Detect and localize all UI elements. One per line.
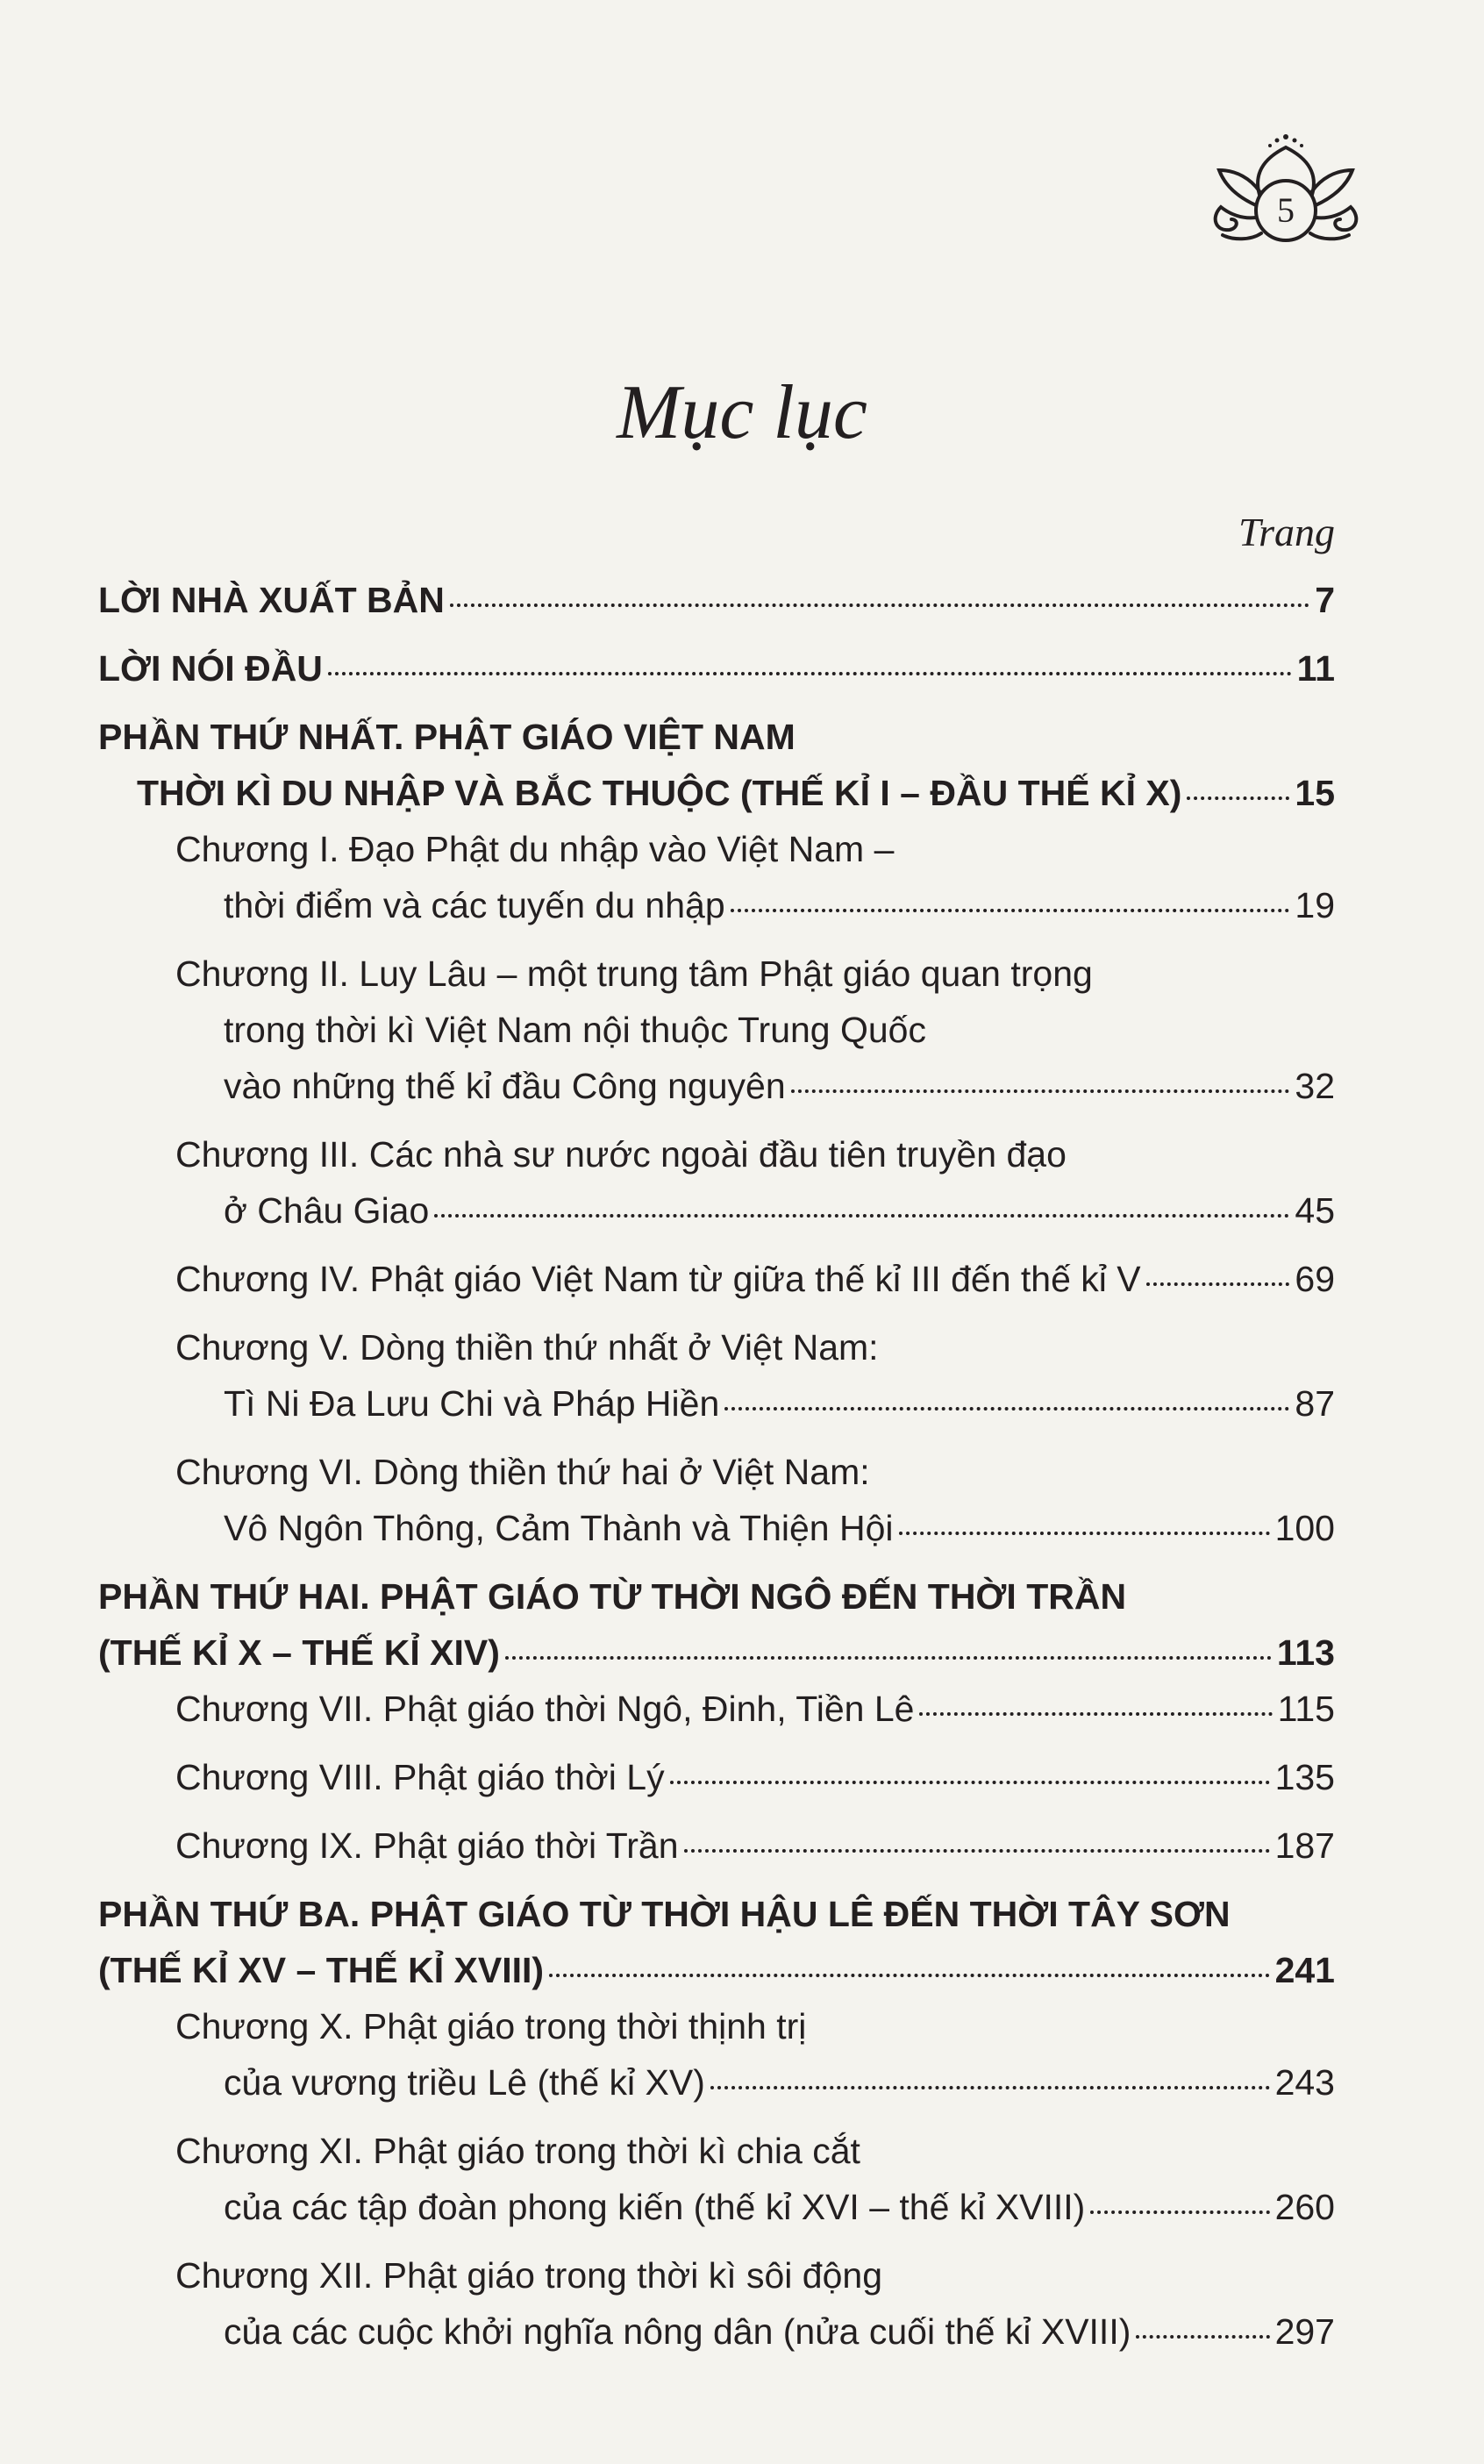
page-number-ornament: [1198, 121, 1373, 261]
part-subtitle-row: (THẾ KỈ XV – THẾ KỈ XVIII) 241: [98, 1950, 1335, 1990]
toc-chapter-6[interactable]: [98, 1444, 1335, 1556]
toc-entry-preface[interactable]: LỜI NÓI ĐẦU 11: [98, 648, 1335, 689]
page-number: 5: [1277, 190, 1295, 230]
leader-dots: [1136, 2335, 1269, 2339]
chapter-row: của các cuộc khởi nghĩa nông dân (nửa cuối thế kỉ XVIII) 297: [224, 2311, 1335, 2352]
chapter-title: Chương VI. Dòng thiền thứ hai ở Việt Nam:: [175, 1452, 870, 1492]
chapter-row: Tì Ni Đa Lưu Chi và Pháp Hiền 87: [224, 1383, 1335, 1424]
toc-chapter-5[interactable]: [98, 1319, 1335, 1432]
leader-dots: [791, 1089, 1290, 1093]
part-subtitle-row: THỜI KÌ DU NHẬP VÀ BẮC THUỘC (THẾ KỈ I – ĐẦU THẾ KỈ X) 15: [137, 773, 1335, 813]
leader-dots: [549, 1974, 1270, 1977]
chapter-title: Chương XII. Phật giáo trong thời kì sôi động: [175, 2255, 883, 2296]
toc-part-1[interactable]: [98, 709, 1335, 821]
toc-chapter-2[interactable]: [98, 946, 1335, 1114]
chapter-title: Chương XI. Phật giáo trong thời kì chia cắt: [175, 2131, 860, 2171]
toc-chapter-4[interactable]: Chương IV. Phật giáo Việt Nam từ giữa thế kỉ III đến thế kỉ V 69: [175, 1259, 1335, 1299]
toc-part-3[interactable]: [98, 1886, 1335, 1998]
part-title: PHẦN THỨ HAI. PHẬT GIÁO TỪ THỜI NGÔ ĐẾN THỜI TRẦN: [98, 1576, 1127, 1617]
leader-dots: [710, 2086, 1270, 2089]
toc-chapter-12[interactable]: [98, 2247, 1335, 2360]
leader-dots: [899, 1532, 1270, 1535]
leader-dots: [1187, 796, 1289, 800]
toc-chapter-9[interactable]: Chương IX. Phật giáo thời Trần 187: [175, 1825, 1335, 1866]
page-title: Mục lục: [617, 370, 867, 455]
page-column-header: Trang: [1238, 510, 1335, 554]
toc-chapter-1[interactable]: [98, 821, 1335, 933]
toc-chapter-10[interactable]: [98, 1998, 1335, 2110]
leader-dots: [731, 909, 1290, 912]
chapter-title-cont: trong thời kì Việt Nam nội thuộc Trung Quốc: [224, 1010, 926, 1050]
part-subtitle-row: (THẾ KỈ X – THẾ KỈ XIV) 113: [98, 1632, 1335, 1673]
toc-entry-publisher-note[interactable]: LỜI NHÀ XUẤT BẢN 7: [98, 580, 1335, 620]
chapter-title: Chương I. Đạo Phật du nhập vào Việt Nam –: [175, 829, 895, 869]
leader-dots: [724, 1407, 1289, 1411]
chapter-title: Chương III. Các nhà sư nước ngoài đầu tiên truyền đạo: [175, 1134, 1067, 1175]
chapter-title: Chương X. Phật giáo trong thời thịnh trị: [175, 2006, 807, 2046]
leader-dots: [684, 1849, 1270, 1853]
leader-dots: [434, 1214, 1289, 1218]
part-title: PHẦN THỨ NHẤT. PHẬT GIÁO VIỆT NAM: [98, 717, 796, 757]
toc-chapter-8[interactable]: Chương VIII. Phật giáo thời Lý 135: [175, 1757, 1335, 1797]
toc-chapter-7[interactable]: Chương VII. Phật giáo thời Ngô, Đinh, Tiền Lê 115: [175, 1689, 1335, 1729]
leader-dots: [328, 672, 1292, 675]
chapter-row: ở Châu Giao 45: [224, 1190, 1335, 1231]
chapter-title: Chương V. Dòng thiền thứ nhất ở Việt Nam:: [175, 1327, 879, 1368]
leader-dots: [505, 1656, 1272, 1660]
part-title: PHẦN THỨ BA. PHẬT GIÁO TỪ THỜI HẬU LÊ ĐẾN THỜI TÂY SƠN: [98, 1894, 1231, 1934]
toc-chapter-3[interactable]: [98, 1126, 1335, 1239]
table-of-contents: [98, 572, 1335, 2360]
chapter-row: Vô Ngôn Thông, Cảm Thành và Thiện Hội 100: [224, 1508, 1335, 1548]
leader-dots: [1090, 2210, 1269, 2214]
toc-part-2[interactable]: [98, 1568, 1335, 1681]
leader-dots: [1146, 1282, 1290, 1286]
toc-chapter-11[interactable]: [98, 2123, 1335, 2235]
chapter-row: thời điểm và các tuyến du nhập 19: [224, 885, 1335, 925]
chapter-row: vào những thế kỉ đầu Công nguyên 32: [224, 1066, 1335, 1106]
leader-dots: [919, 1712, 1272, 1716]
leader-dots: [450, 604, 1309, 607]
leader-dots: [670, 1781, 1270, 1784]
chapter-row: của các tập đoàn phong kiến (thế kỉ XVI – thế kỉ XVIII) 260: [224, 2187, 1335, 2227]
chapter-title: Chương II. Luy Lâu – một trung tâm Phật giáo quan trọng: [175, 953, 1093, 994]
chapter-row: của vương triều Lê (thế kỉ XV) 243: [224, 2062, 1335, 2103]
